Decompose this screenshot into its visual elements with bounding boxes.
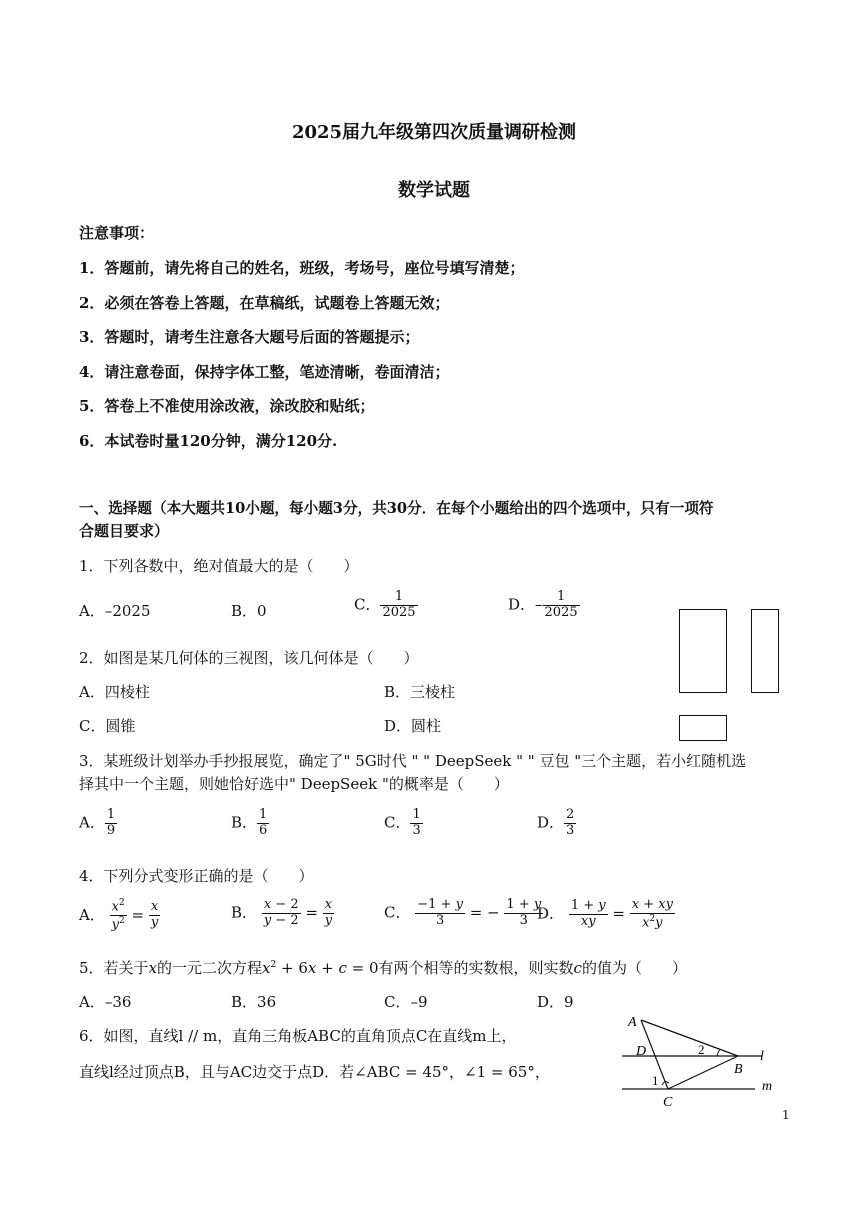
label-m: m <box>762 1079 773 1094</box>
fraction: $\frac{1}{2025}$ <box>382 589 416 620</box>
notice-item: 3．答题时，请考生注意各大题号后面的答题提示； <box>79 328 420 346</box>
side-bc <box>668 1056 738 1089</box>
fraction: $\frac{2}{3}$ <box>566 807 575 838</box>
side-ab <box>641 1020 738 1056</box>
q5-option-d: D．9 <box>537 993 574 1011</box>
label-a: A <box>628 1015 637 1030</box>
question-6-stem: 6．如图，直线l // m，直角三角板ABC的直角顶点C在直线m上， <box>79 1027 517 1045</box>
exam-title: 2025届九年级第四次质量调研检测 <box>291 122 577 143</box>
label-c: C <box>663 1095 673 1110</box>
section-heading-cont: 合题目要求） <box>79 522 170 540</box>
fraction: $\frac{1}{2025}$ <box>544 589 578 620</box>
q4-option-c: C． $\frac{-1 + y}{3}$ = − $\frac{1 + y}{3}$ <box>384 897 542 928</box>
question-5-stem: 5．若关于x的一元二次方程$x^2 + 6x + c = 0$有两个相等的实数根，则实数c的值为（ ） <box>79 959 687 977</box>
q5-option-a: A．–36 <box>79 993 132 1011</box>
notice-item: 5．答卷上不准使用涂改液，涂改胶和贴纸； <box>79 397 375 415</box>
triangle-figure <box>610 1008 790 1112</box>
q2-option-d: D．圆柱 <box>384 717 442 735</box>
q1-option-d: D．– $\frac{1}{2025}$ <box>508 589 578 620</box>
q3-option-b: B． $\frac{1}{6}$ <box>231 807 268 838</box>
notice-heading: 注意事项： <box>79 224 155 242</box>
label-d: D <box>636 1044 647 1059</box>
notice-item: 1．答题前，请先将自己的姓名，班级，考场号，座位号填写清楚； <box>79 259 525 277</box>
question-2-stem: 2．如图是某几何体的三视图，该几何体是（ ） <box>79 649 419 667</box>
q2-option-b: B．三棱柱 <box>384 683 456 701</box>
q4-option-b: B． $\frac{x - 2}{y - 2}$ = $\frac{x}{y}$ <box>231 897 333 928</box>
question-6-stem-cont: 直线l经过顶点B，且与AC边交于点D．若∠ABC = 45°，∠1 = 65°， <box>79 1063 550 1081</box>
q1-option-c: C． $\frac{1}{2025}$ <box>354 589 416 620</box>
section-heading: 一、选择题（本大题共10小题，每小题3分，共30分．在每个小题给出的四个选项中，只有一项符 <box>79 500 714 517</box>
fraction: $\frac{1}{9}$ <box>106 807 116 838</box>
fraction: $\frac{1}{3}$ <box>412 807 421 838</box>
label-b: B <box>734 1062 743 1077</box>
notice-item: 2．必须在答卷上答题，在草稿纸，试题卷上答题无效； <box>79 294 450 312</box>
q3-option-a: A． $\frac{1}{9}$ <box>79 807 116 838</box>
q4-option-d: D． $\frac{1 + y}{xy}$ = $\frac{x + xy}{x^2y}$ <box>537 897 673 931</box>
q1-option-a: A．–2025 <box>79 602 151 620</box>
top-view-rect <box>679 715 727 741</box>
fraction: $\frac{1}{6}$ <box>259 807 268 838</box>
q2-option-a: A．四棱柱 <box>79 683 150 701</box>
label-angle-2: 2 <box>698 1042 705 1057</box>
label-l: l <box>760 1049 764 1064</box>
q3-option-c: C． $\frac{1}{3}$ <box>384 807 421 838</box>
notice-item: 4．请注意卷面，保持字体工整，笔迹清晰，卷面清洁； <box>79 363 450 381</box>
question-3-stem-cont: 择其中一个主题，则她恰好选中" DeepSeek "的概率是（ ） <box>79 775 509 793</box>
q5-option-c: C．–9 <box>384 993 428 1011</box>
question-4-stem: 4．下列分式变形正确的是（ ） <box>79 867 314 885</box>
notice-item: 6．本试卷时量120分钟，满分120分. <box>79 432 338 450</box>
question-1-stem: 1．下列各数中，绝对值最大的是（ ） <box>79 557 359 575</box>
q2-option-c: C．圆锥 <box>79 717 136 735</box>
q4-option-a: A． $\frac{x^2}{y^2}$ = $\frac{x}{y}$ <box>79 898 159 933</box>
side-view-rect <box>751 609 779 693</box>
front-view-rect <box>679 609 727 693</box>
q5-option-b: B．36 <box>231 993 277 1011</box>
exam-subtitle: 数学试题 <box>398 180 470 201</box>
page-number: 1 <box>782 1108 790 1122</box>
question-3-stem: 3．某班级计划举办手抄报展览，确定了" 5G时代 " " DeepSeek " " 豆包 "三个主题，若小红随机选 <box>79 752 747 770</box>
q1-option-b: B．0 <box>231 602 267 620</box>
label-angle-1: 1 <box>652 1073 659 1088</box>
q3-option-d: D． $\frac{2}{3}$ <box>537 807 575 838</box>
angle-2-arc <box>717 1049 720 1056</box>
